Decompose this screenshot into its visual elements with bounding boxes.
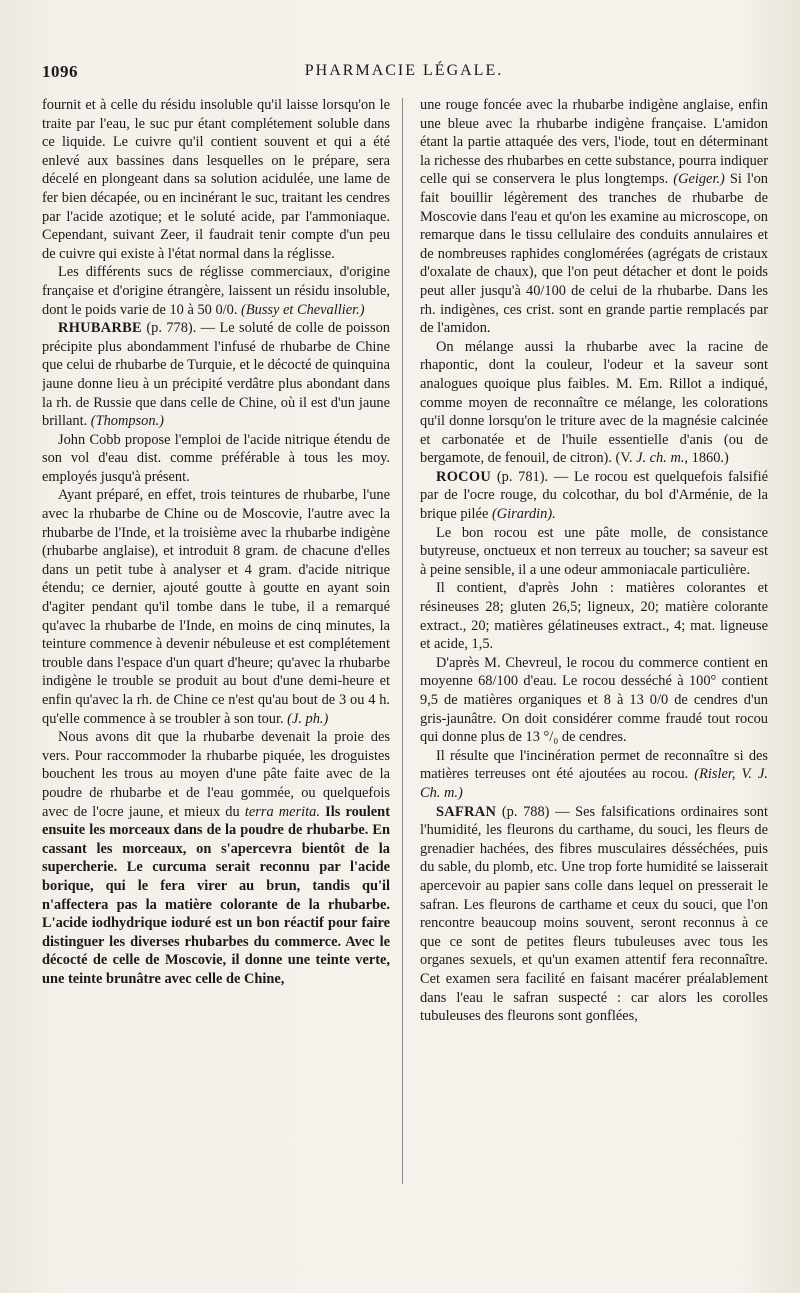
paragraph-reglisse-cont: fournit et à celle du résidu insoluble qu'il laisse lorsqu'on le traite par l'eau, le suc pur étant complétement soluble dans ce liquide. Le cuivre qu'il contient souvent et qui a été enlevé aux bassines dans lesquelles on le prépare, sera décelé en plongeant dans sa solution acidulée, une lame de fer bien décapée, ou en incinérant le suc, traitant les cendres par l'acide azotique; et le soluté acide, par l'ammoniaque. Cependant, suivant Zeer, il faudrait tenir compte d'un peu de cuivre qui existe à l'état normal dans la réglisse.	[42, 97, 390, 262]
citation: (Risler, V. J. Ch. m.)	[420, 766, 768, 801]
paragraph-cobb: John Cobb propose l'emploi de l'acide nitrique étendu de son vol d'eau dist. comme préférable à tous les moy. employés jusqu'à présent.	[42, 431, 390, 485]
paragraph-chevreul: D'après M. Chevreul, le rocou du commerce contient en moyenne 68/100 d'eau. Le rocou desséché à 100° contient 9,5 de matières organiques et 8 à 13 0/0 de cendres d'un gris-jaunâtre. On doit considérer comme fraudé tout rocou qui donne plus de 13 °/₀ de cendres.	[420, 654, 768, 746]
entry-term-safran: SAFRAN	[436, 803, 497, 820]
entry-rocou: ROCOU (p. 781). — Le rocou est quelquefois falsifié par de l'ocre rouge, du colcothar, du bol d'Arménie, de la brique pilée (Girardin).	[420, 468, 768, 523]
entry-safran: SAFRAN (p. 788) — Ses falsifications ordinaires sont l'humidité, les fleurons du carthame, du souci, les fleurs de grenadier hachées, des fibres musculaires désséchées, puis du sable, du plomb, etc. Une trop forte humidité se laisserait apercevoir au papier sans colle dans lequel on presserait le safran. Les fleurons de carthame et ceux du souci, que l'on rencontre beaucoup moins souvent, seront reconnus à ce que ce sont de petites fleurs tubuleuses avec tous les organes sexuels, et qu'un examen attentif fera reconnaître. Cet examen sera facilité en faisant macérer préalablement dans l'eau le safran suspecté : car alors les corolles tubuleuses des fleurons sont gonflées,	[420, 803, 768, 1025]
paragraph-composition: Il contient, d'après John : matières colorantes et résineuses 28; gluten 26,5; ligneux, 20; matière colorante extract., 20; matières gélatineuses extract., 4; mat. ligneuse et acide, 1,5.	[420, 580, 768, 653]
page-header	[42, 62, 766, 88]
citation: (Girardin).	[491, 506, 556, 523]
paragraph-iode: une rouge foncée avec la rhubarbe indigène anglaise, enfin une bleue avec la rhubarbe indigène française. L'amidon étant la partie attaquée des vers, l'iode, tout en déterminant la richesse des rhubarbes en cette substance, pourra indiquer celle qui se conservera le plus longtemps. (Geiger.) Si l'on fait bouillir légèrement des tranches de rhubarbe de Moscovie dans l'eau et qu'on les examine au microscope, on remarque dans le tissu cellulaire des conduits annulaires et de nombreuses raphides conglomérées (agrégats de cristaux d'oxalate de chaux), que l'on peut détacher et dont le poids peut aller jusqu'à 40/100 de celui de la rhubarbe. Dans les rh. indigènes, ces crist. sont en grande partie remplacés par de l'amidon.	[420, 97, 768, 337]
text-columns	[42, 96, 766, 1225]
paragraph-teintures: Ayant préparé, en effet, trois teintures de rhubarbe, l'une avec la rhubarbe de Chine ou de Moscovie, l'autre avec la rhubarbe de l'Inde, et la troisième avec la rhubarbe indigène (rhubarbe anglaise), et introduit 8 gram. de chacune d'elles dans un petit tube à analyser et 4 gram. d'acide nitrique étendu; ce dernier, ajouté goutte à goutte en ayant soin d'agiter pendant qu'il tombe dans le tube, il a remarqué qu'avec la rhubarbe de l'Inde, en moins de cinq minutes, la teinture commence à devenir nébuleuse et est complétement trouble dans l'espace d'un quart d'heure; qu'avec la rhubarbe indigène le trouble se produit au bout d'une demi-heure et enfin qu'avec la rh. de Chine ce n'est qu'au bout de 3 ou 4 h. qu'elle commence à se troubler à son tour. (J. ph.)	[42, 487, 390, 727]
paragraph-rhapontic: On mélange aussi la rhubarbe avec la racine de rhapontic, dont la couleur, l'odeur et la saveur sont analogues quoique plus faibles. M. Em. Rillot a indiqué, comme moyen de reconnaître ce mélange, les colorations qu'il donne lorsqu'on le triture avec de la magnésie calcinée et carbonatée et de l'huile essentielle d'anis (ou de bergamote, de fenouil, de citron). (V. J. ch. m., 1860.)	[420, 338, 768, 467]
left-column	[42, 96, 390, 1225]
paragraph-vers: Nous avons dit que la rhubarbe devenait la proie des vers. Pour raccommoder la rhubarbe piquée, les droguistes bouchent les trous au moyen d'une pâte faite avec de la poudre de rhubarbe et de l'eau gommée, ou quelquefois avec de l'ocre jaune, et mieux du terra merita. Ils roulent ensuite les morceaux dans de la poudre de rhubarbe. En cassant les morceaux, on s'apercevra bientôt de la supercherie. Le curcuma serait reconnu par l'acide borique, qui le fera virer au brun, tandis qu'il n'affectera pas la matière colorante de la rhubarbe. L'acide iodhydrique ioduré est un bon réactif pour faire distinguer les diverses rhubarbes du commerce. Avec le décocté de celle de Moscovie, il donne une teinte verte, une teinte brunâtre avec celle de Chine,	[42, 729, 390, 987]
column-divider	[402, 98, 403, 1184]
paragraph-incineration: Il résulte que l'incinération permet de reconnaître si des matières terreuses ont été ajoutées au rocou. (Risler, V. J. Ch. m.)	[420, 747, 768, 801]
entry-term-rocou: ROCOU	[436, 468, 492, 485]
entry-rhubarbe: RHUBARBE (p. 778). — Le soluté de colle de poisson précipite plus abondamment l'infusé de rhubarbe de Chine que celui de rhubarbe de Turquie, et le décocté de quinquina jaune donne lieu à un précipité verdâtre plus abondant dans la rh. de Russie que dans celle de Chine, où il est d'un jaune brillant. (Thompson.)	[42, 320, 390, 430]
citation: (J. ph.)	[287, 710, 329, 727]
citation: (Geiger.)	[673, 171, 725, 188]
paragraph-reglisse-residu: Les différents sucs de réglisse commerciaux, d'origine française et d'origine étrangère, laissent un résidu insoluble, dont le poids varie de 10 à 50 0/0. (Bussy et Chevallier.)	[42, 264, 390, 318]
citation: (Thompson.)	[90, 413, 164, 430]
paragraph-bon-rocou: Le bon rocou est une pâte molle, de consistance butyreuse, onctueux et non terreux au toucher; sa saveur est à peine sensible, il a une odeur ammoniacale particulière.	[420, 524, 768, 578]
citation: (Bussy et Chevallier.)	[241, 301, 365, 318]
right-column	[420, 96, 768, 1225]
page-number: 1096	[42, 62, 78, 81]
running-title: PHARMACIE LÉGALE.	[304, 62, 504, 79]
entry-term-rhubarbe: RHUBARBE	[58, 320, 142, 337]
